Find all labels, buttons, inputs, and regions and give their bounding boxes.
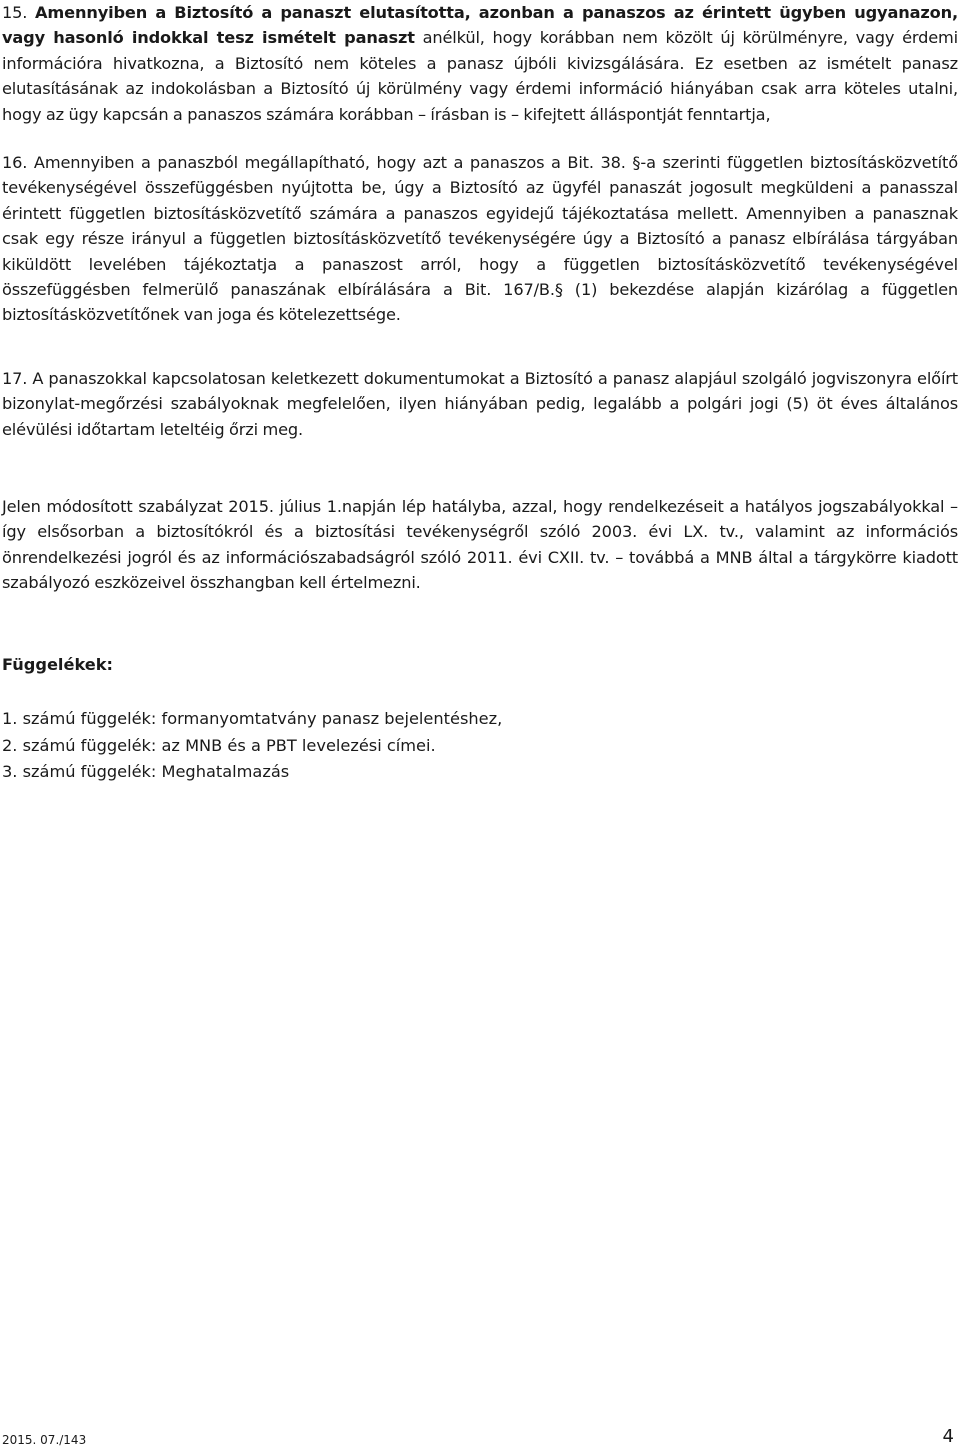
page-number: 4	[942, 1426, 954, 1447]
closing-paragraph: Jelen módosított szabályzat 2015. július 1.napján lép hatályba, azzal, hogy rendelkezéseit a hatályos jogszabályokkal – így elsősorban a biztosítókról és a biztosítási tevékenységről szóló 2003. évi LX. tv., valamint az információs önrendelkezési jogról és az információszabadságról szóló 2011. évi CXII. tv. – továbbá a MNB által a tárgykörre kiadott szabályozó eszközeivel összhangban kell értelmezni.	[2, 497, 958, 593]
appendix-item: 1. számú függelék: formanyomtatvány panasz bejelentéshez,	[2, 709, 503, 728]
footer-date: 2015. 07./143	[2, 1433, 87, 1447]
paragraph-15	[2, 0, 958, 127]
paragraph-number: 16.	[2, 153, 28, 172]
paragraph-text: anélkül, hogy korábban nem közölt új körülményre, vagy érdemi információra hivatkozna, a Biztosító nem köteles a panasz újbóli kivizsgálására. Ez esetben az ismételt panasz elutasításának az indokolásban a Biztosító új körülmény vagy érdemi információ hiányában csak arra köteles utalni, hogy az ügy kapcsán a panaszos számára korábban – írásban is – kifejtett álláspontját fenntartja,	[2, 28, 958, 124]
paragraph-16	[2, 150, 958, 328]
paragraph-text: Amennyiben a panaszból megállapítható, hogy azt a panaszos a Bit. 38. §-a szerinti független biztosításközvetítő tevékenységével összefüggésben nyújtotta be, úgy a Biztosító az ügyfél panaszát jogosult megküldeni a panasszal érintett független biztosításközvetítő számára a panaszos egyidejű tájékoztatása mellett. Amennyiben a panasznak csak egy része irányul a független biztosításközvetítő tevékenységére úgy a Biztosító a panasz elbírálása tárgyában kiküldött levelében tájékoztatja a panaszost arról, hogy a független biztosításközvetítő tevékenységével összefüggésben felmerülő panaszának elbírálására a Bit. 167/B.§ (1) bekezdése alapján kizárólag a független biztosításközvetítőnek van joga és kötelezettsége.	[2, 153, 958, 325]
paragraph-number: 17.	[2, 369, 28, 388]
appendix-item: 2. számú függelék: az MNB és a PBT levelezési címei.	[2, 735, 436, 755]
paragraph-number: 15.	[2, 3, 28, 22]
appendix-item: 3. számú függelék: Meghatalmazás	[2, 762, 290, 781]
appendix-list	[2, 706, 502, 786]
paragraph-bold-lead: Amennyiben a Biztosító a panaszt elutasította, azonban a panaszos az érintett ügyben ugyanazon, vagy hasonló indokkal tesz ismételt panaszt	[2, 3, 958, 48]
appendix-heading: Függelékek:	[2, 655, 114, 674]
paragraph-text: A panaszokkal kapcsolatosan keletkezett dokumentumokat a Biztosító a panasz alapjául szolgáló jogviszonyra előírt bizonylat-megőrzési szabályoknak megfelelően, ilyen hiányában pedig, legalább a polgári jogi (5) öt éves általános elévülési időtartam leteltéig őrzi meg.	[2, 369, 958, 439]
paragraph-17	[2, 366, 958, 442]
